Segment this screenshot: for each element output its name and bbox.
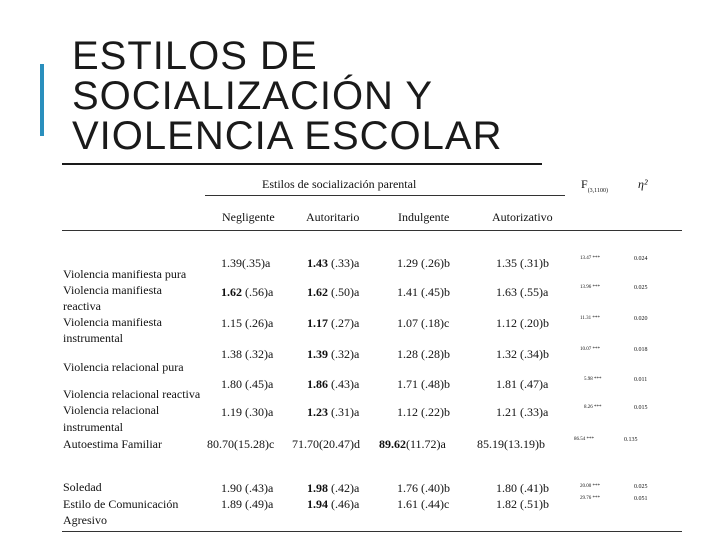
cell-highlight: 1.23 bbox=[307, 405, 328, 419]
eta-value: 0.025 bbox=[634, 484, 648, 490]
table-cell: 1.82 (.51)b bbox=[496, 497, 549, 511]
col-indulgente: Indulgente bbox=[398, 210, 450, 224]
row-label: Agresivo bbox=[63, 513, 107, 527]
cell-rest: (.43)a bbox=[328, 377, 360, 391]
table-cell bbox=[307, 285, 359, 300]
f-value: 86.54 *** bbox=[574, 437, 594, 442]
slide-title bbox=[72, 36, 502, 156]
f-value: 11.31 *** bbox=[580, 316, 600, 321]
row-label: instrumental bbox=[63, 331, 123, 345]
table-cell bbox=[379, 437, 446, 452]
cell-highlight: 1.98 bbox=[307, 481, 328, 495]
bottom-rule bbox=[62, 531, 682, 532]
row-label: reactiva bbox=[63, 299, 101, 313]
row-label: Violencia manifiesta bbox=[63, 315, 162, 329]
table-cell bbox=[307, 481, 359, 496]
column-rule bbox=[62, 230, 682, 231]
table-cell: 1.80 (.45)a bbox=[221, 377, 274, 391]
cell-rest: (.27)a bbox=[328, 316, 360, 330]
cell-highlight: 1.62 bbox=[307, 285, 328, 299]
col-negligente: Negligente bbox=[222, 210, 275, 224]
table-cell: 1.76 (.40)b bbox=[397, 481, 450, 495]
cell-rest: (.32)a bbox=[328, 347, 360, 361]
eta-header: η² bbox=[638, 177, 648, 191]
eta-value: 0.024 bbox=[634, 256, 648, 262]
table-cell: 71.70(20.47)d bbox=[292, 437, 360, 451]
cell-highlight: 1.43 bbox=[307, 256, 328, 270]
cell-highlight: 1.39 bbox=[307, 347, 328, 361]
table-cell: 1.81 (.47)a bbox=[496, 377, 549, 391]
row-label: Violencia relacional reactiva bbox=[63, 387, 201, 401]
f-value: 13.96 *** bbox=[580, 285, 600, 290]
f-value: 5.98 *** bbox=[584, 377, 602, 382]
cell-rest: (.42)a bbox=[328, 481, 360, 495]
eta-value: 0.051 bbox=[634, 496, 648, 502]
cell-rest: (.56)a bbox=[242, 285, 274, 299]
title-line-3: VIOLENCIA ESCOLAR bbox=[72, 114, 503, 158]
row-label: Violencia manifiesta bbox=[63, 283, 162, 297]
table-cell bbox=[307, 256, 359, 271]
table-cell: 1.07 (.18)c bbox=[397, 316, 450, 330]
cell-rest: (11.72)a bbox=[406, 437, 446, 451]
f-value: 20.00 *** bbox=[580, 484, 600, 489]
accent-bar bbox=[40, 64, 44, 136]
cell-highlight: 1.94 bbox=[307, 497, 328, 511]
table-cell: 1.29 (.26)b bbox=[397, 256, 450, 270]
cell-highlight: 1.17 bbox=[307, 316, 328, 330]
table-cell: 1.21 (.33)a bbox=[496, 405, 549, 419]
f-value: 29.76 *** bbox=[580, 496, 600, 501]
f-header-sub: (3,1100) bbox=[587, 188, 608, 194]
table-cell: 1.38 (.32)a bbox=[221, 347, 274, 361]
col-autoritario: Autoritario bbox=[306, 210, 360, 224]
table-cell bbox=[221, 285, 273, 300]
f-header bbox=[581, 177, 608, 192]
table-cell: 1.39(.35)a bbox=[221, 256, 271, 270]
eta-value: 0.015 bbox=[634, 405, 648, 411]
row-label: Violencia relacional bbox=[63, 403, 160, 417]
table-cell bbox=[307, 405, 359, 420]
title-underline bbox=[62, 163, 542, 165]
table-cell: 1.41 (.45)b bbox=[397, 285, 450, 299]
eta-value: 0.025 bbox=[634, 285, 648, 291]
row-label: Soledad bbox=[63, 480, 102, 494]
f-value: 13.47 *** bbox=[580, 256, 600, 261]
table-cell: 1.71 (.48)b bbox=[397, 377, 450, 391]
table-cell: 1.89 (.49)a bbox=[221, 497, 274, 511]
title-line-2: SOCIALIZACIÓN Y bbox=[72, 74, 434, 118]
table-cell bbox=[307, 377, 359, 392]
row-label: Violencia manifiesta pura bbox=[63, 267, 187, 281]
header-rule bbox=[205, 195, 565, 196]
cell-rest: (.33)a bbox=[328, 256, 360, 270]
table-cell: 1.35 (.31)b bbox=[496, 256, 549, 270]
f-value: 10.07 *** bbox=[580, 347, 600, 352]
table-cell bbox=[307, 347, 359, 362]
table-cell: 1.61 (.44)c bbox=[397, 497, 450, 511]
row-label: Autoestima Familiar bbox=[63, 437, 162, 451]
cell-highlight: 1.62 bbox=[221, 285, 242, 299]
f-value: 8.26 *** bbox=[584, 405, 602, 410]
table-cell: 1.63 (.55)a bbox=[496, 285, 549, 299]
eta-value: 0.020 bbox=[634, 316, 648, 322]
row-label: Estilo de Comunicación bbox=[63, 497, 179, 511]
row-label: Violencia relacional pura bbox=[63, 360, 184, 374]
eta-value: 0.018 bbox=[634, 347, 648, 353]
cell-rest: (.50)a bbox=[328, 285, 360, 299]
table-cell: 1.90 (.43)a bbox=[221, 481, 274, 495]
cell-rest: (.46)a bbox=[328, 497, 360, 511]
title-line-1: ESTILOS DE bbox=[72, 34, 318, 78]
cell-rest: (.31)a bbox=[328, 405, 360, 419]
cell-highlight: 1.86 bbox=[307, 377, 328, 391]
col-autorizativo: Autorizativo bbox=[492, 210, 553, 224]
table-cell: 1.12 (.22)b bbox=[397, 405, 450, 419]
row-label: instrumental bbox=[63, 420, 123, 434]
table-cell: 1.80 (.41)b bbox=[496, 481, 549, 495]
table-cell bbox=[307, 497, 359, 512]
table-cell: 1.28 (.28)b bbox=[397, 347, 450, 361]
table-cell: 1.15 (.26)a bbox=[221, 316, 274, 330]
f-header-label: F bbox=[581, 177, 588, 191]
group-header: Estilos de socialización parental bbox=[262, 177, 417, 191]
cell-highlight: 89.62 bbox=[379, 437, 406, 451]
table-cell: 85.19(13.19)b bbox=[477, 437, 545, 451]
table-cell: 1.19 (.30)a bbox=[221, 405, 274, 419]
table-cell: 80.70(15.28)c bbox=[207, 437, 275, 451]
eta-value: 0.135 bbox=[624, 437, 638, 443]
table-cell: 1.12 (.20)b bbox=[496, 316, 549, 330]
table-cell bbox=[307, 316, 359, 331]
eta-value: 0.011 bbox=[634, 377, 648, 383]
table-cell: 1.32 (.34)b bbox=[496, 347, 549, 361]
